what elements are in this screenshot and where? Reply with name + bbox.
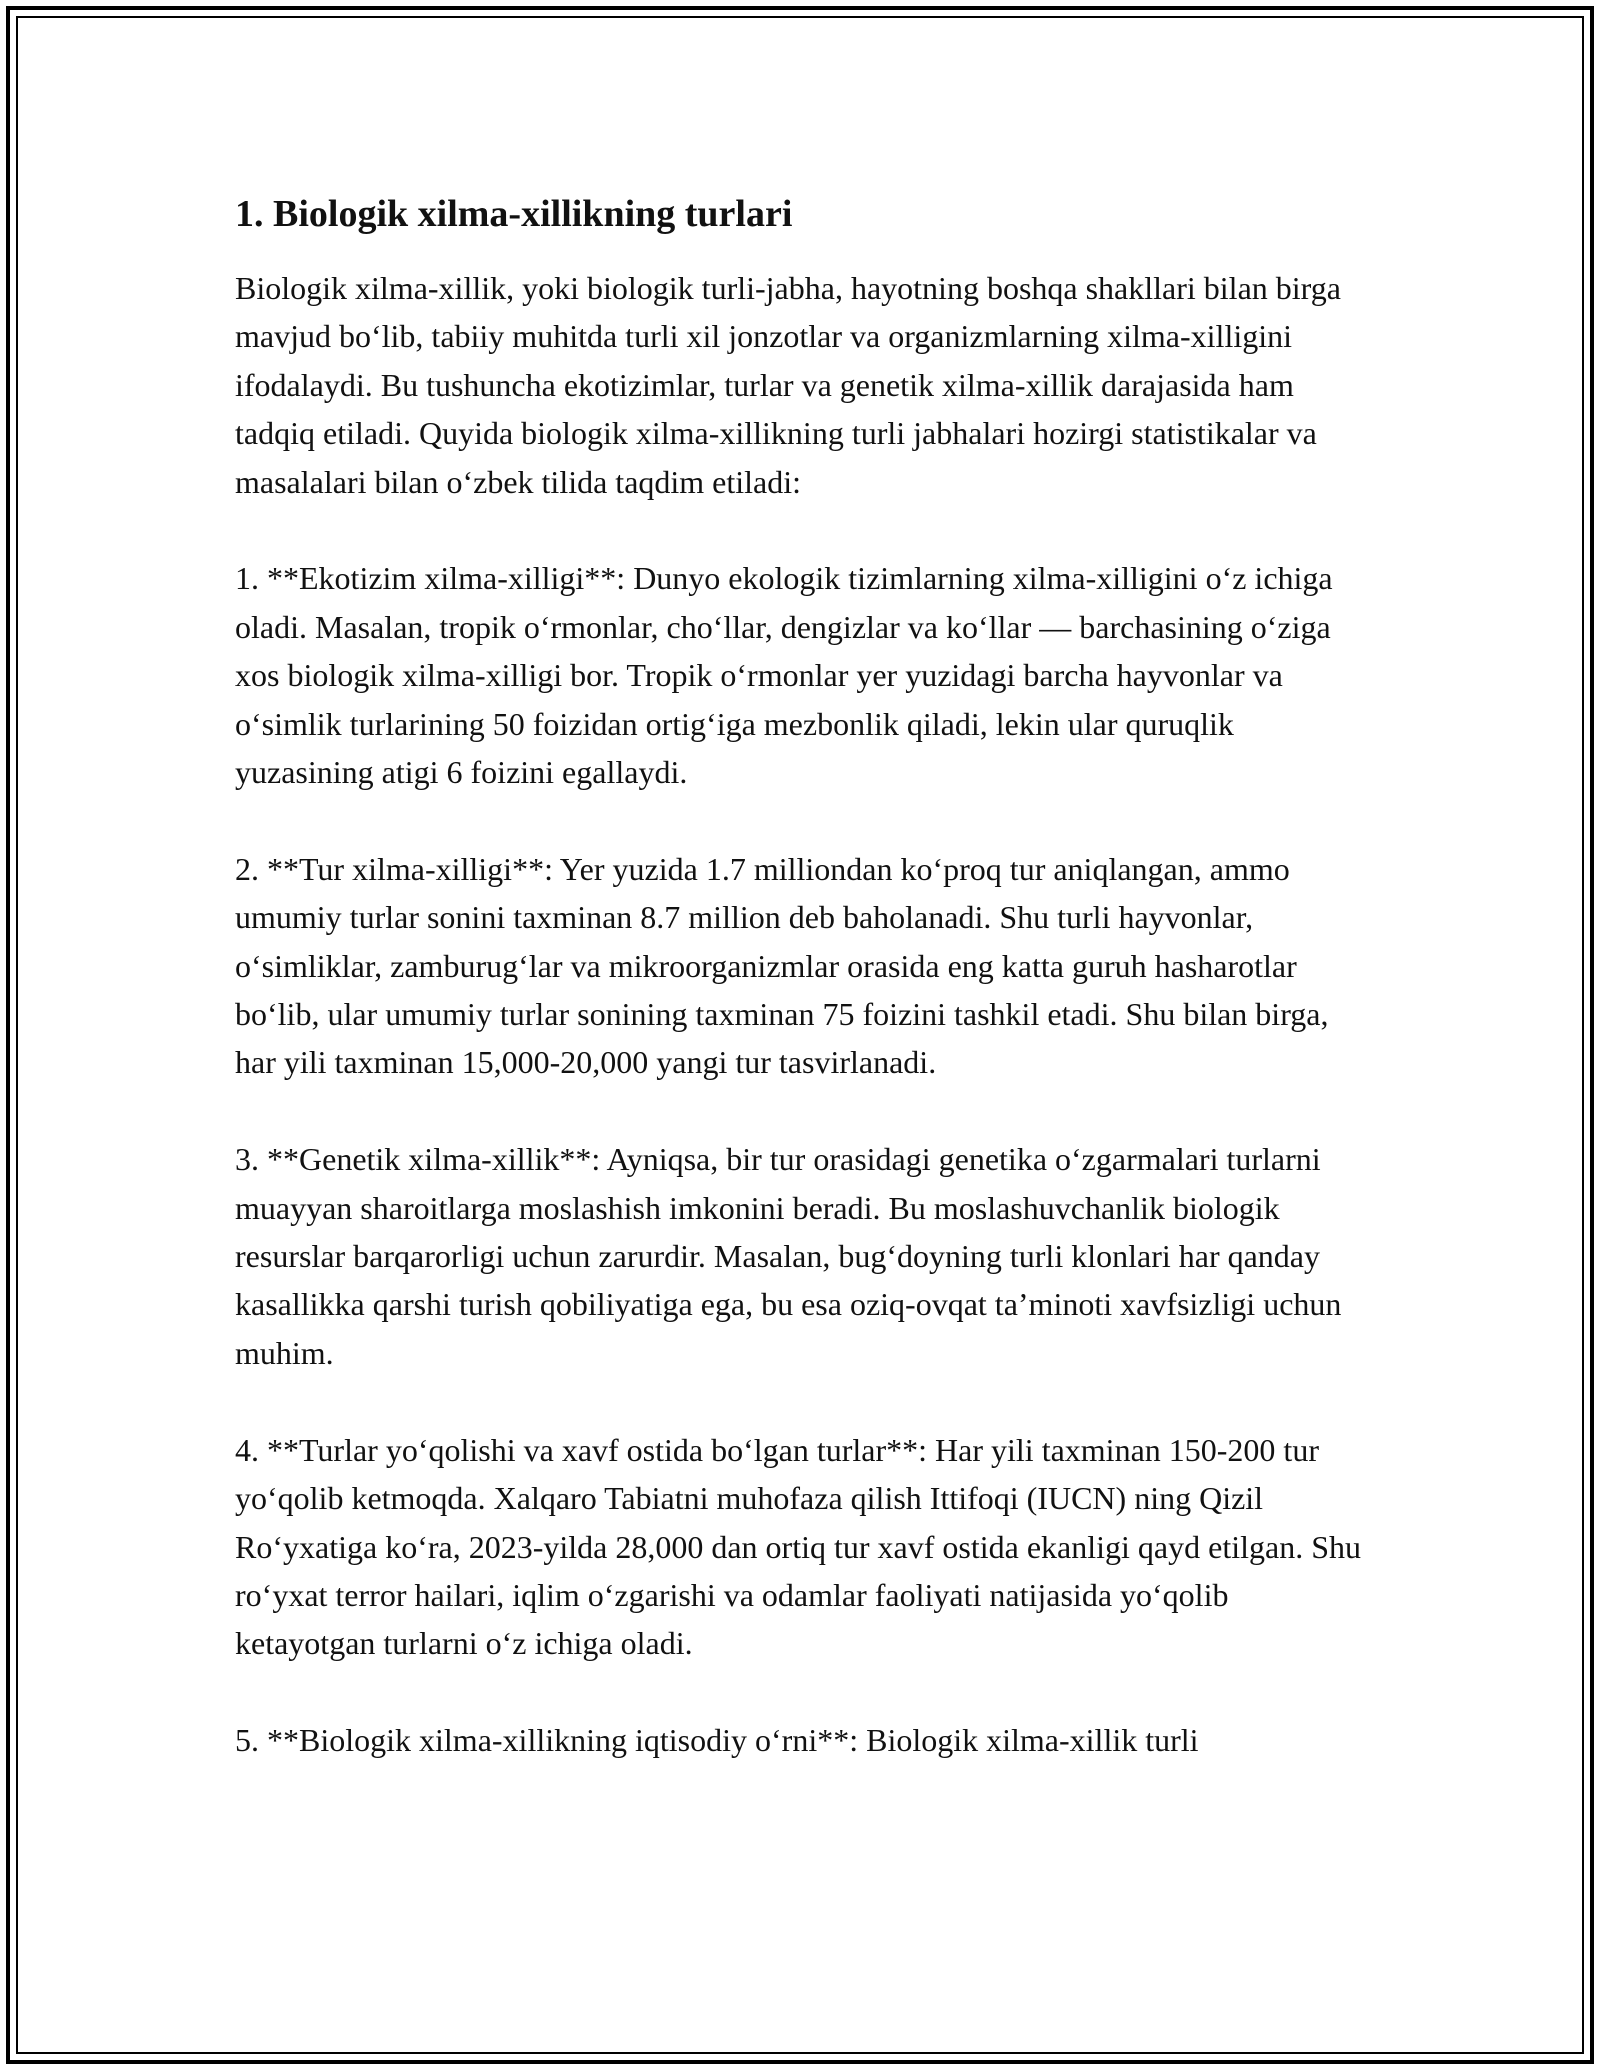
paragraph-ecosystem-diversity: 1. **Ekotizim xilma-xilligi**: Dunyo ekologik tizimlarning xilma-xilligini o‘z ichiga oladi. Masalan, tropik o‘rmonlar, cho‘llar, dengizlar va ko‘llar — barchasining o‘ziga xos biologik xilma-xilligi bor. Tropik o‘rmonlar yer yuzidagi barcha hayvonlar va o‘simlik turlarining 50 foizidan ortig‘iga mezbonlik qiladi, lekin ular quruqlik yuzasining atigi 6 foizini egallaydi. (235, 560, 1333, 791)
paragraph-economic-role: 5. **Biologik xilma-xillikning iqtisodiy o‘rni**: Biologik xilma-xillik turli (235, 1722, 1199, 1759)
paragraph-species-diversity: 2. **Tur xilma-xilligi**: Yer yuzida 1.7 milliondan ko‘proq tur aniqlangan, ammo umumiy turlar sonini taxminan 8.7 million deb baholanadi. Shu turli hayvonlar, o‘simliklar, zamburug‘lar va mikroorganizmlar orasida eng katta guruh hasharotlar bo‘lib, ular umumiy turlar sonining taxminan 75 foizini tashkil etadi. Shu bilan birga, har yili taxminan 15,000-20,000 yangi tur tasvirlanadi. (235, 850, 1329, 1081)
section-heading: 1. Biologik xilma-xillikning turlari (235, 193, 793, 235)
intro-paragraph: Biologik xilma-xillik, yoki biologik turli-jabha, hayotning boshqa shakllari bilan birga mavjud bo‘lib, tabiiy muhitda turli xil jonzotlar va organizmlarning xilma-xilligini ifodalaydi. Bu tushuncha ekotizimlar, turlar va genetik xilma-xillik darajasida ham tadqiq etiladi. Quyida biologik xilma-xillikning turli jabhalari hozirgi statistikalar va masalalari bilan o‘zbek tilida taqdim etiladi: (235, 270, 1341, 500)
paragraph-genetic-diversity: 3. **Genetik xilma-xillik**: Ayniqsa, bir tur orasidagi genetika o‘zgarmalari turlarni muayyan sharoitlarga moslashish imkonini beradi. Bu moslashuvchanlik biologik resurslar barqarorligi uchun zarurdir. Masalan, bug‘doyning turli klonlari har qanday kasallikka qarshi turish qobiliyatiga ega, bu esa oziq-ovqat ta’minoti xavfsizligi uchun muhim. (235, 1141, 1342, 1371)
paragraph-species-loss: 4. **Turlar yo‘qolishi va xavf ostida bo‘lgan turlar**: Har yili taxminan 150-200 tur yo‘qolib ketmoqda. Xalqaro Tabiatni muhofaza qilish Ittifoqi (IUCN) ning Qizil Ro‘yxatiga ko‘ra, 2023-yilda 28,000 dan ortiq tur xavf ostida ekanligi qayd etilgan. Shu ro‘yxat terror hailari, iqlim o‘zgarishi va odamlar faoliyati natijasida yo‘qolib ketayotgan turlarni o‘z ichiga oladi. (235, 1431, 1361, 1662)
document-content (235, 186, 1370, 1765)
